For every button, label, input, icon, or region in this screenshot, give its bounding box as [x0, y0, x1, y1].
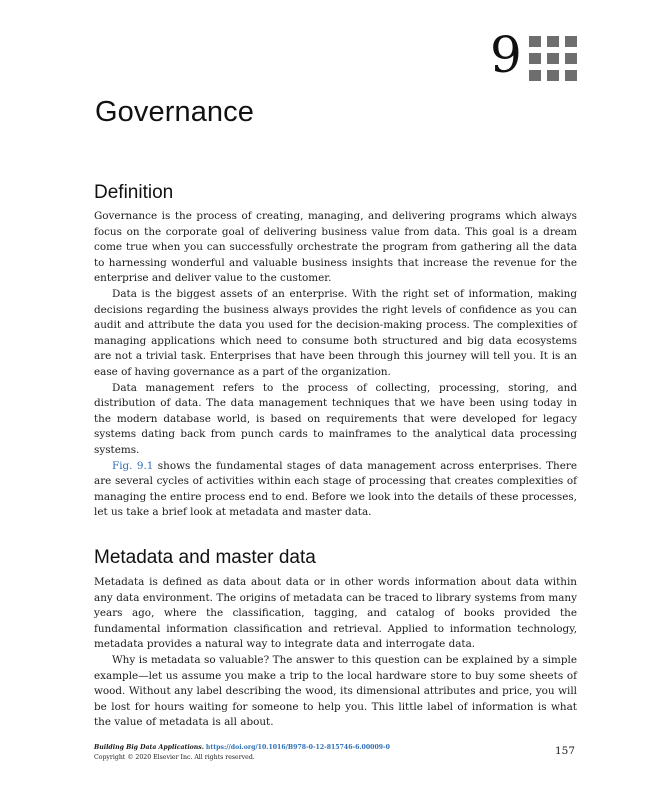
- chapter-dot-grid-icon: [529, 36, 577, 81]
- chapter-title: Governance: [95, 96, 254, 128]
- footer-book-title: Building Big Data Applications.: [94, 744, 204, 751]
- paragraph: Why is metadata so valuable? The answer to this question can be explained by a simple example—let us assume you make a trip to the local hardware store to buy some sheets of wood. Without any label describing the wood, its dimensional attributes and price, you will be lost for hours waiting for someone to help you. This little label of information is what the value of metadata is all about.: [94, 653, 577, 729]
- paragraph: Metadata is defined as data about data or in other words information about data within any data environment. The origins of metadata can be traced to library systems from many years ago, where the classification, tagging, and catalog of books provided the fundamental information classification and retrieval. Applied to information technology, metadata provides a natural way to integrate data and interrogate data.: [94, 576, 577, 651]
- paragraph-text: shows the fundamental stages of data management across enterprises. There are several cycles of activities within each stage of processing that creates complexities of managing the entire process end to end. Before we look into the details of these processes, let us take a brief look at metadata and master data.: [94, 459, 577, 519]
- footer-copyright: Copyright © 2020 Elsevier Inc. All rights reserved.: [94, 754, 255, 761]
- section-heading-metadata: Metadata and master data: [94, 547, 316, 568]
- section-body-definition: [94, 209, 577, 521]
- section-heading-definition: Definition: [94, 182, 174, 203]
- page-number: 157: [555, 745, 576, 757]
- section-body-metadata: [94, 575, 577, 731]
- footer-doi-link[interactable]: https://doi.org/10.1016/B978-0-12-815746-6.00009-0: [205, 744, 390, 751]
- paragraph: [94, 459, 577, 521]
- figure-link[interactable]: Fig. 9.1: [112, 459, 154, 472]
- paragraph: Governance is the process of creating, managing, and delivering programs which always focus on the corporate goal of delivering business value from data. This goal is a dream come true when you can successfully orchestrate the program from gathering all the data to harnessing wonderful and valuable business insights that increase the revenue for the enterprise and deliver value to the customer.: [94, 210, 577, 285]
- paragraph: Data is the biggest assets of an enterprise. With the right set of information, making decisions regarding the business always provides the right levels of confidence as you can audit and attribute the data you used for the decision-making process. The complexities of managing applications which need to consume both structured and big data ecosystems are not a trivial task. Enterprises that have been through this journey will tell you. It is an ease of having governance as a part of the organization.: [94, 287, 577, 378]
- paragraph: Data management refers to the process of collecting, processing, storing, and distribution of data. The data management techniques that we have been using today in the modern database world, is based on requirements that were developed for legacy systems dating back from punch cards to mainframes to the analytical data processing systems.: [94, 381, 577, 456]
- chapter-number: 9: [490, 26, 522, 84]
- page-footer: [94, 743, 390, 763]
